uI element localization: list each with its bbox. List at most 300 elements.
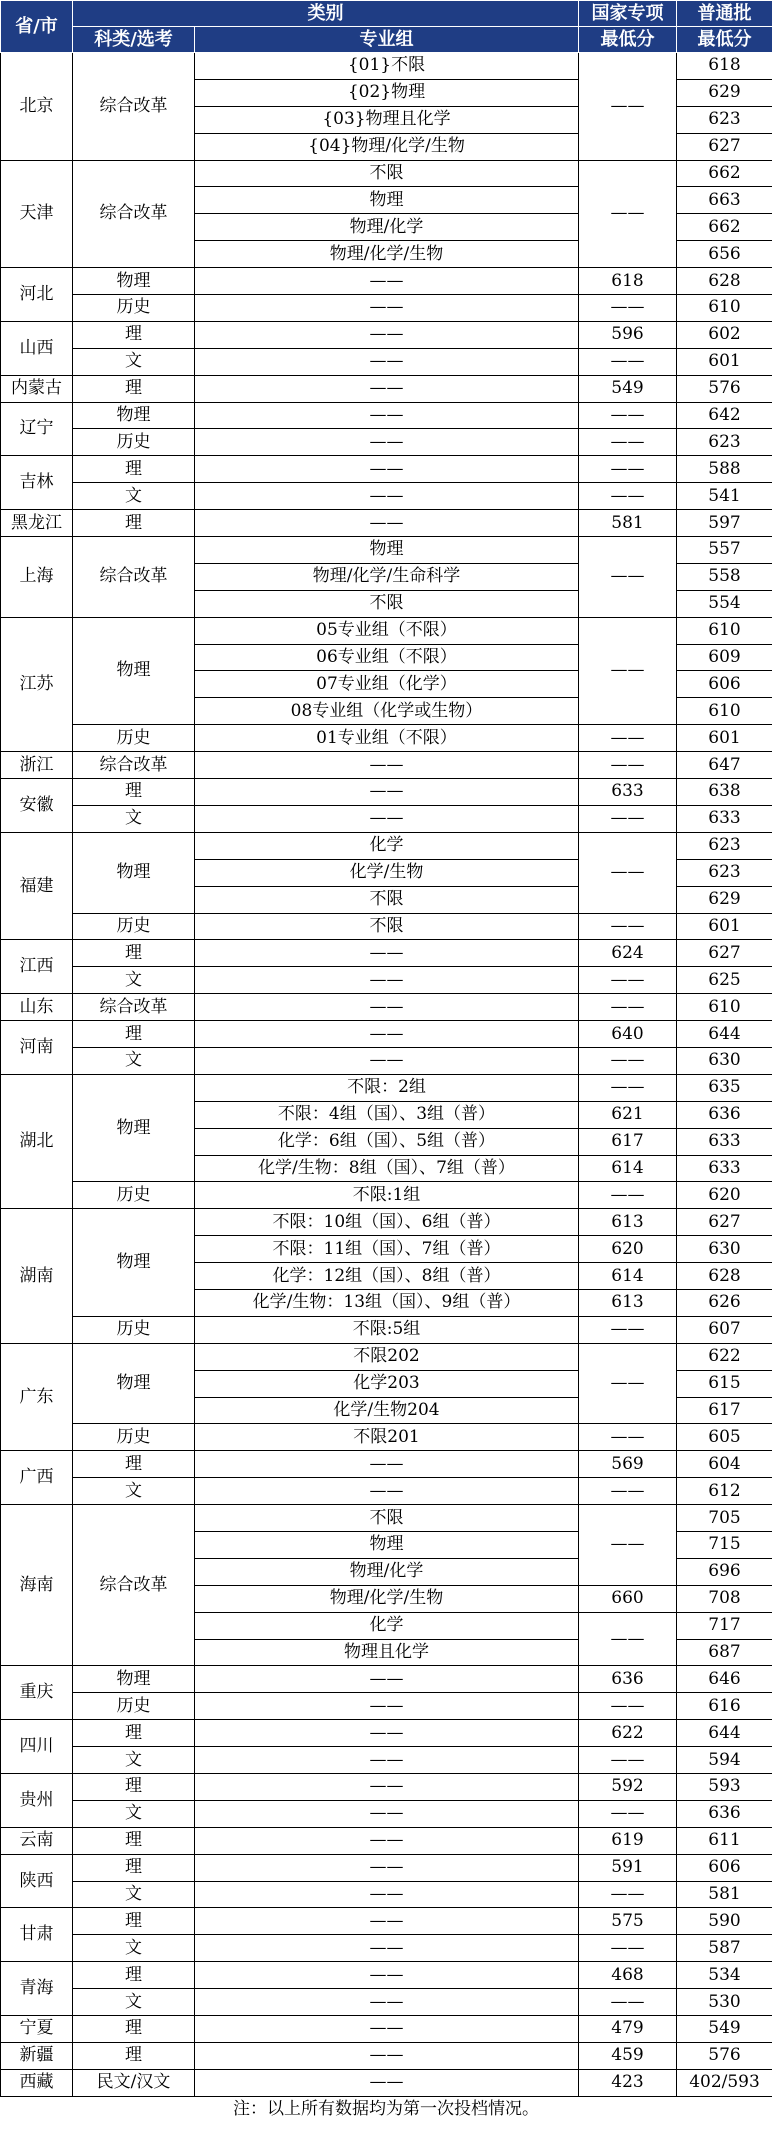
national-score-cell: 640	[579, 1021, 677, 1048]
subject-cell: 理	[73, 2016, 195, 2043]
group-cell: ——	[195, 375, 579, 402]
regular-score-cell: 656	[677, 241, 772, 268]
regular-score-cell: 630	[677, 1047, 772, 1074]
national-score-cell: 619	[579, 1827, 677, 1854]
province-cell: 重庆	[1, 1666, 73, 1720]
national-score-cell: 592	[579, 1774, 677, 1801]
group-cell: ——	[195, 1021, 579, 1048]
national-score-cell: 613	[579, 1289, 677, 1316]
subject-cell: 理	[73, 1021, 195, 1048]
province-cell: 江西	[1, 940, 73, 994]
table-row	[1, 1424, 772, 1451]
regular-score-cell: 623	[677, 859, 772, 886]
national-score-cell: 633	[579, 779, 677, 806]
regular-score-cell: 558	[677, 563, 772, 590]
national-score-cell: 549	[579, 375, 677, 402]
table-row	[1, 832, 772, 859]
group-cell: ——	[195, 348, 579, 375]
table-row	[1, 725, 772, 752]
group-cell: ——	[195, 510, 579, 537]
group-cell: 化学/生物204	[195, 1397, 579, 1424]
subject-cell: 综合改革	[73, 752, 195, 779]
group-cell: ——	[195, 1935, 579, 1962]
subject-cell: 理	[73, 1451, 195, 1478]
national-header: 国家专项	[579, 1, 677, 27]
province-cell: 吉林	[1, 456, 73, 510]
national-score-cell: ——	[579, 1612, 677, 1666]
province-cell: 宁夏	[1, 2016, 73, 2043]
national-score-cell: ——	[579, 483, 677, 510]
national-score-cell: ——	[579, 832, 677, 913]
regular-score-cell: 604	[677, 1451, 772, 1478]
regular-score-cell: 705	[677, 1505, 772, 1532]
regular-score-cell: 715	[677, 1531, 772, 1558]
subject-cell: 理	[73, 779, 195, 806]
table-row	[1, 1747, 772, 1774]
province-cell: 云南	[1, 1827, 73, 1854]
regular-score-cell: 646	[677, 1666, 772, 1693]
table-row	[1, 1693, 772, 1720]
group-cell: 化学：12组（国）、8组（普）	[195, 1263, 579, 1290]
subject-cell: 历史	[73, 913, 195, 940]
group-cell: 不限:1组	[195, 1182, 579, 1209]
group-cell: ——	[195, 1827, 579, 1854]
regular-score-cell: 549	[677, 2016, 772, 2043]
national-score-cell: ——	[579, 160, 677, 268]
national-score-cell: ——	[579, 752, 677, 779]
subject-cell: 文	[73, 1800, 195, 1827]
group-cell: {03}物理且化学	[195, 106, 579, 133]
table-row	[1, 483, 772, 510]
group-cell: 化学：6组（国）、5组（普）	[195, 1128, 579, 1155]
regular-score-cell: 402/593	[677, 2069, 772, 2096]
subject-cell: 理	[73, 321, 195, 348]
regular-score-cell: 623	[677, 429, 772, 456]
regular-score-cell: 717	[677, 1612, 772, 1639]
subject-cell: 历史	[73, 1693, 195, 1720]
group-cell: ——	[195, 295, 579, 322]
subject-cell: 文	[73, 1478, 195, 1505]
national-score-cell: ——	[579, 994, 677, 1021]
regular-score-cell: 633	[677, 805, 772, 832]
national-score-cell: 575	[579, 1908, 677, 1935]
national-score-cell: ——	[579, 1747, 677, 1774]
regular-score-cell: 623	[677, 832, 772, 859]
regular-score-cell: 627	[677, 1209, 772, 1236]
group-cell: 不限	[195, 913, 579, 940]
province-cell: 黑龙江	[1, 510, 73, 537]
group-cell: ——	[195, 1854, 579, 1881]
group-cell: ——	[195, 321, 579, 348]
group-cell: ——	[195, 967, 579, 994]
group-cell: 物理	[195, 537, 579, 564]
group-cell: 化学/生物	[195, 859, 579, 886]
group-cell: 不限	[195, 1505, 579, 1532]
national-score-cell: ——	[579, 537, 677, 618]
group-cell: ——	[195, 1989, 579, 2016]
province-header: 省/市	[1, 1, 73, 53]
subject-cell: 物理	[73, 402, 195, 429]
table-row	[1, 1989, 772, 2016]
subject-cell: 理	[73, 456, 195, 483]
regular-score-cell: 594	[677, 1747, 772, 1774]
province-cell: 天津	[1, 160, 73, 268]
national-score-cell: ——	[579, 1316, 677, 1343]
regular-score-cell: 602	[677, 321, 772, 348]
regular-score-cell: 610	[677, 617, 772, 644]
table-row	[1, 268, 772, 295]
regular-score-cell: 617	[677, 1397, 772, 1424]
group-cell: ——	[195, 1693, 579, 1720]
group-cell: ——	[195, 2069, 579, 2096]
province-cell: 北京	[1, 53, 73, 161]
province-cell: 湖北	[1, 1074, 73, 1208]
national-score-cell: 660	[579, 1585, 677, 1612]
regular-score-cell: 620	[677, 1182, 772, 1209]
table-row	[1, 1774, 772, 1801]
table-row	[1, 617, 772, 644]
subject-cell: 历史	[73, 429, 195, 456]
regular-score-cell: 636	[677, 1800, 772, 1827]
regular-score-cell: 609	[677, 644, 772, 671]
table-row	[1, 1827, 772, 1854]
regular-score-cell: 554	[677, 590, 772, 617]
footnote: 注：以上所有数据均为第一次投档情况。	[233, 2098, 539, 2119]
group-cell: 05专业组（不限）	[195, 617, 579, 644]
subject-cell: 理	[73, 2042, 195, 2069]
group-cell: ——	[195, 1800, 579, 1827]
province-cell: 安徽	[1, 779, 73, 833]
group-cell: ——	[195, 1720, 579, 1747]
regular-score-cell: 642	[677, 402, 772, 429]
group-cell: 化学/生物：13组（国）、9组（普）	[195, 1289, 579, 1316]
province-cell: 山东	[1, 994, 73, 1021]
regular-score-cell: 618	[677, 53, 772, 80]
table-row	[1, 1021, 772, 1048]
table-row	[1, 967, 772, 994]
regular-score-cell: 636	[677, 1101, 772, 1128]
national-score-cell: 479	[579, 2016, 677, 2043]
national-score-cell: ——	[579, 1478, 677, 1505]
subject-cell: 文	[73, 483, 195, 510]
regular-score-cell: 627	[677, 940, 772, 967]
national-score-cell: ——	[579, 617, 677, 725]
subject-cell: 文	[73, 1047, 195, 1074]
table-row	[1, 1451, 772, 1478]
regular-score-cell: 606	[677, 671, 772, 698]
table-row	[1, 160, 772, 187]
subject-cell: 历史	[73, 725, 195, 752]
group-cell: ——	[195, 994, 579, 1021]
national-score-cell: ——	[579, 1343, 677, 1424]
regular-score-cell: 601	[677, 348, 772, 375]
national-score-cell: 613	[579, 1209, 677, 1236]
subject-cell: 理	[73, 1854, 195, 1881]
regular-score-cell: 587	[677, 1935, 772, 1962]
group-cell: {01}不限	[195, 53, 579, 80]
national-score-cell: ——	[579, 805, 677, 832]
group-cell: {04}物理/化学/生物	[195, 133, 579, 160]
table-body	[1, 53, 772, 2097]
subject-cell: 理	[73, 510, 195, 537]
national-score-cell: 581	[579, 510, 677, 537]
group-cell: ——	[195, 1962, 579, 1989]
subject-cell: 文	[73, 1881, 195, 1908]
regular-score-cell: 576	[677, 375, 772, 402]
subject-cell: 物理	[73, 268, 195, 295]
table-row	[1, 53, 772, 80]
subject-cell: 历史	[73, 295, 195, 322]
regular-score-cell: 625	[677, 967, 772, 994]
subject-cell: 理	[73, 1827, 195, 1854]
national-score-cell: ——	[579, 1693, 677, 1720]
group-cell: 不限：11组（国）、7组（普）	[195, 1236, 579, 1263]
national-score-cell: 620	[579, 1236, 677, 1263]
table-row	[1, 752, 772, 779]
table-row	[1, 295, 772, 322]
regular-score-cell: 534	[677, 1962, 772, 1989]
subject-cell: 历史	[73, 1182, 195, 1209]
national-score-cell: 591	[579, 1854, 677, 1881]
group-cell: 化学203	[195, 1370, 579, 1397]
group-cell: ——	[195, 268, 579, 295]
subject-cell: 历史	[73, 1424, 195, 1451]
national-score-cell: 617	[579, 1128, 677, 1155]
national-score-cell: 468	[579, 1962, 677, 1989]
province-cell: 陕西	[1, 1854, 73, 1908]
regular-score-cell: 629	[677, 79, 772, 106]
table-row	[1, 1478, 772, 1505]
group-cell: 06专业组（不限）	[195, 644, 579, 671]
group-cell: ——	[195, 456, 579, 483]
national-score-cell: ——	[579, 1989, 677, 2016]
subject-cell: 理	[73, 1774, 195, 1801]
regular-score-cell: 662	[677, 214, 772, 241]
group-cell: 物理/化学/生物	[195, 241, 579, 268]
group-cell: 不限：10组（国）、6组（普）	[195, 1209, 579, 1236]
regular-score-cell: 635	[677, 1074, 772, 1101]
subject-cell: 理	[73, 1908, 195, 1935]
regular-score-cell: 647	[677, 752, 772, 779]
subject-cell: 文	[73, 1747, 195, 1774]
table-header	[1, 1, 772, 53]
table-row	[1, 321, 772, 348]
table-row	[1, 1962, 772, 1989]
national-score-cell: ——	[579, 295, 677, 322]
regular-score-cell: 610	[677, 994, 772, 1021]
table-row	[1, 1666, 772, 1693]
subject-cell: 综合改革	[73, 537, 195, 618]
province-cell: 湖南	[1, 1209, 73, 1343]
group-cell: ——	[195, 402, 579, 429]
national-score-cell: 624	[579, 940, 677, 967]
group-cell: ——	[195, 752, 579, 779]
regular-header: 普通批	[677, 1, 772, 27]
table-row	[1, 537, 772, 564]
table-row	[1, 779, 772, 806]
regular-score-cell: 590	[677, 1908, 772, 1935]
table-row	[1, 1316, 772, 1343]
province-cell: 四川	[1, 1720, 73, 1774]
regular-score-cell: 593	[677, 1774, 772, 1801]
table-row	[1, 1209, 772, 1236]
group-cell: ——	[195, 805, 579, 832]
group-cell: 化学/生物：8组（国）、7组（普）	[195, 1155, 579, 1182]
table-row	[1, 994, 772, 1021]
regular-score-cell: 601	[677, 725, 772, 752]
national-score-cell: ——	[579, 1424, 677, 1451]
group-cell: ——	[195, 2042, 579, 2069]
table-row	[1, 1343, 772, 1370]
regular-score-cell: 623	[677, 106, 772, 133]
subject-cell: 文	[73, 348, 195, 375]
regular-score-cell: 615	[677, 1370, 772, 1397]
subject-cell: 文	[73, 1935, 195, 1962]
subject-cell: 民文/汉文	[73, 2069, 195, 2096]
group-cell: 不限：2组	[195, 1074, 579, 1101]
regular-score-cell: 627	[677, 133, 772, 160]
subject-cell: 物理	[73, 832, 195, 913]
province-cell: 广西	[1, 1451, 73, 1505]
table-row	[1, 913, 772, 940]
province-cell: 青海	[1, 1962, 73, 2016]
national-score-cell: 636	[579, 1666, 677, 1693]
regular-score-cell: 633	[677, 1155, 772, 1182]
regular-score-cell: 644	[677, 1720, 772, 1747]
table-row	[1, 348, 772, 375]
group-cell: 不限	[195, 886, 579, 913]
national-score-cell: 622	[579, 1720, 677, 1747]
table-row	[1, 805, 772, 832]
national-score-cell: ——	[579, 348, 677, 375]
national-score-cell: ——	[579, 1881, 677, 1908]
table-row	[1, 1720, 772, 1747]
regular-score-cell: 662	[677, 160, 772, 187]
group-cell: 不限	[195, 160, 579, 187]
regular-score-cell: 588	[677, 456, 772, 483]
table-row	[1, 1908, 772, 1935]
regular-score-cell: 708	[677, 1585, 772, 1612]
national-score-cell: ——	[579, 1935, 677, 1962]
table-row	[1, 1047, 772, 1074]
province-cell: 河北	[1, 268, 73, 322]
group-header: 专业组	[195, 27, 579, 53]
group-cell: ——	[195, 483, 579, 510]
regular-score-cell: 610	[677, 698, 772, 725]
province-cell: 上海	[1, 537, 73, 618]
group-cell: ——	[195, 779, 579, 806]
national-score-cell: 423	[579, 2069, 677, 2096]
regular-min-header: 最低分	[677, 27, 772, 53]
group-cell: 物理/化学	[195, 214, 579, 241]
regular-score-cell: 630	[677, 1236, 772, 1263]
subject-header: 科类/选考	[73, 27, 195, 53]
subject-cell: 综合改革	[73, 1505, 195, 1666]
group-cell: ——	[195, 1774, 579, 1801]
regular-score-cell: 607	[677, 1316, 772, 1343]
national-score-cell: ——	[579, 1047, 677, 1074]
regular-score-cell: 601	[677, 913, 772, 940]
national-score-cell: ——	[579, 1505, 677, 1586]
subject-cell: 物理	[73, 1074, 195, 1182]
group-cell: ——	[195, 1666, 579, 1693]
group-cell: ——	[195, 1047, 579, 1074]
national-score-cell: ——	[579, 1074, 677, 1101]
regular-score-cell: 696	[677, 1558, 772, 1585]
national-score-cell: ——	[579, 1182, 677, 1209]
regular-score-cell: 530	[677, 1989, 772, 2016]
group-cell: ——	[195, 940, 579, 967]
group-cell: 01专业组（不限）	[195, 725, 579, 752]
province-cell: 甘肃	[1, 1908, 73, 1962]
subject-cell: 物理	[73, 1343, 195, 1424]
group-cell: 化学	[195, 1612, 579, 1639]
national-score-cell: 596	[579, 321, 677, 348]
table-row	[1, 510, 772, 537]
regular-score-cell: 581	[677, 1881, 772, 1908]
subject-cell: 物理	[73, 617, 195, 725]
regular-score-cell: 644	[677, 1021, 772, 1048]
province-cell: 山西	[1, 321, 73, 375]
group-cell: ——	[195, 429, 579, 456]
table-row	[1, 1935, 772, 1962]
table-row	[1, 1800, 772, 1827]
subject-cell: 综合改革	[73, 53, 195, 161]
national-score-cell: 621	[579, 1101, 677, 1128]
category-header: 类别	[73, 1, 579, 27]
subject-cell: 文	[73, 967, 195, 994]
table-row	[1, 1505, 772, 1532]
group-cell: ——	[195, 1881, 579, 1908]
subject-cell: 综合改革	[73, 160, 195, 268]
regular-score-cell: 557	[677, 537, 772, 564]
national-score-cell: ——	[579, 402, 677, 429]
group-cell: 不限201	[195, 1424, 579, 1451]
national-score-cell: ——	[579, 456, 677, 483]
group-cell: ——	[195, 1478, 579, 1505]
table-row	[1, 1074, 772, 1101]
group-cell: 物理/化学/生物	[195, 1585, 579, 1612]
regular-score-cell: 611	[677, 1827, 772, 1854]
group-cell: 物理/化学/生命科学	[195, 563, 579, 590]
group-cell: 不限202	[195, 1343, 579, 1370]
group-cell: 物理/化学	[195, 1558, 579, 1585]
regular-score-cell: 687	[677, 1639, 772, 1666]
group-cell: {02}物理	[195, 79, 579, 106]
province-cell: 内蒙古	[1, 375, 73, 402]
province-cell: 西藏	[1, 2069, 73, 2096]
regular-score-cell: 629	[677, 886, 772, 913]
regular-score-cell: 610	[677, 295, 772, 322]
national-score-cell: ——	[579, 1800, 677, 1827]
group-cell: ——	[195, 1747, 579, 1774]
province-cell: 新疆	[1, 2042, 73, 2069]
national-score-cell: ——	[579, 967, 677, 994]
province-cell: 河南	[1, 1021, 73, 1075]
national-score-cell: ——	[579, 725, 677, 752]
table-row	[1, 429, 772, 456]
table-row	[1, 375, 772, 402]
subject-cell: 理	[73, 375, 195, 402]
group-cell: 08专业组（化学或生物）	[195, 698, 579, 725]
regular-score-cell: 606	[677, 1854, 772, 1881]
subject-cell: 物理	[73, 1209, 195, 1317]
subject-cell: 理	[73, 1720, 195, 1747]
national-score-cell: 614	[579, 1263, 677, 1290]
national-score-cell: ——	[579, 429, 677, 456]
group-cell: 物理	[195, 187, 579, 214]
regular-score-cell: 628	[677, 1263, 772, 1290]
